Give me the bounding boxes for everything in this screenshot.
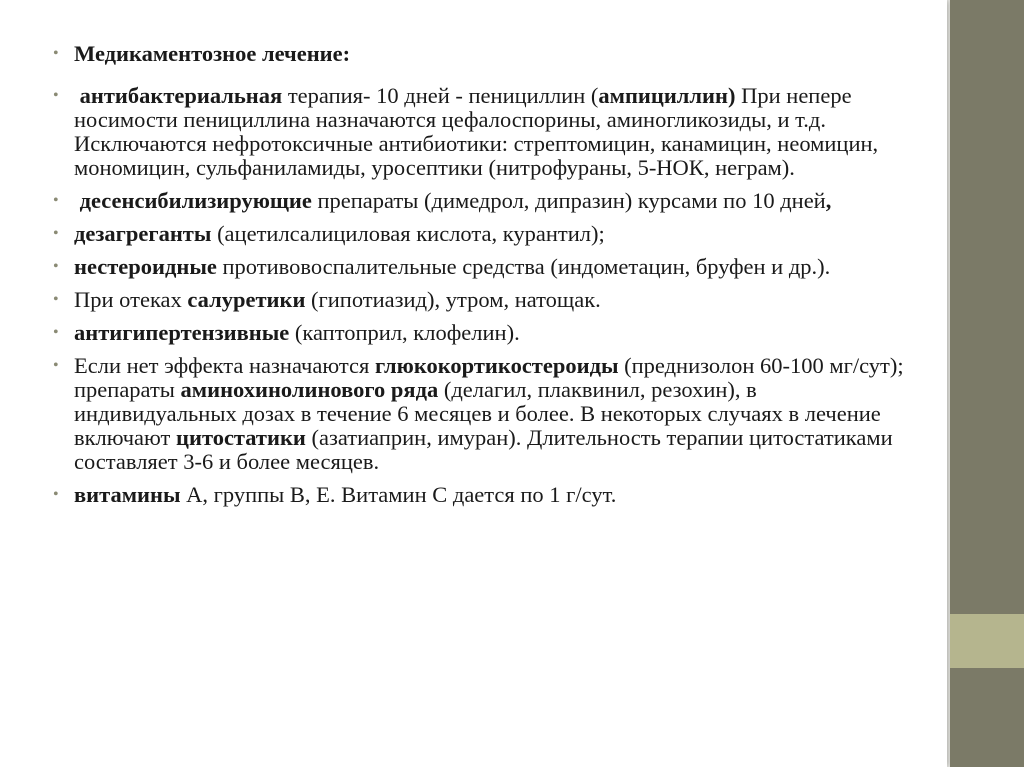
bold-term: нестероидные: [74, 254, 217, 279]
bold-term: антибактериальная: [79, 83, 283, 108]
item-text: [74, 482, 616, 507]
bullet-icon: •: [53, 87, 59, 104]
item-text: [74, 221, 605, 246]
treatment-list: [50, 42, 925, 507]
bullet-icon: •: [53, 45, 59, 62]
bold-term: десенсибилизирующие: [79, 188, 312, 213]
list-item-heading: [50, 42, 925, 66]
plain-text: (азатиаприн, имуран). Длительность терапии цитостатиками составляет 3-6 и более месяцев.: [74, 425, 893, 474]
bold-term: глюкокортикостероиды: [374, 353, 619, 378]
bold-term: ,: [825, 188, 832, 213]
item-text: [74, 83, 878, 180]
plain-text: А, группы В, Е. Витамин С дается по 1 г/сут.: [180, 482, 617, 507]
bold-term: цитостатики: [176, 425, 306, 450]
item-text: [74, 188, 831, 213]
plain-text: (ацетилсалициловая кислота, курантил);: [211, 221, 605, 246]
plain-text: терапия- 10 дней - пенициллин (: [282, 83, 599, 108]
bold-term: аминохинолинового ряда: [180, 377, 439, 402]
item-text: [74, 320, 520, 345]
item-text: [74, 353, 904, 474]
bold-term: дезагреганты: [74, 221, 212, 246]
bold-term: ампициллин): [598, 83, 736, 108]
slide-content: [50, 42, 925, 516]
bullet-icon: •: [53, 258, 59, 275]
bullet-icon: •: [53, 291, 59, 308]
bold-term: салуретики: [187, 287, 306, 312]
item-text: [74, 254, 830, 279]
plain-text: При непере носимости пенициллина назначаются цефалоспорины, аминогликозиды, и т.д. Исключаются нефротоксичные антибиотики: стрептомицин, канамицин, неомицин, мономицин, сульфаниламиды, уросептики (нитрофураны, 5-НОК, неграм).: [74, 83, 879, 180]
list-item-vitamins: [50, 483, 925, 507]
list-item-glucocorticoids: [50, 354, 925, 474]
item-text: [74, 287, 601, 312]
bullet-icon: •: [53, 486, 59, 503]
plain-text: При отеках: [74, 287, 188, 312]
heading-text: Медикаментозное лечение:: [74, 41, 351, 66]
list-item-antibacterial: [50, 84, 925, 180]
list-item-nsaid: [50, 255, 925, 279]
plain-text: Если нет эффекта назначаются: [74, 353, 375, 378]
plain-text: (каптоприл, клофелин).: [289, 320, 520, 345]
bullet-icon: •: [53, 192, 59, 209]
bold-term: антигипертензивные: [74, 320, 290, 345]
bullet-icon: •: [53, 324, 59, 341]
list-item-desensitizing: [50, 189, 925, 213]
plain-text: препараты (димедрол, дипразин) курсами по 10 дней: [311, 188, 826, 213]
plain-text: (делагил, плаквинил, резохин), в индивидуальных дозах в течение 6 месяцев и более. В некоторых случаях в лечение включают: [74, 377, 881, 450]
side-decor-accent: [950, 614, 1024, 668]
plain-text: (гипотиазид), утром, натощак.: [305, 287, 601, 312]
plain-text: (преднизолон 60-100 мг/сут); препараты: [74, 353, 904, 402]
list-item-disaggregants: [50, 222, 925, 246]
bold-term: витамины: [74, 482, 181, 507]
bullet-icon: •: [53, 225, 59, 242]
plain-text: противовоспалительные средства (индометацин, бруфен и др.).: [216, 254, 831, 279]
bullet-icon: •: [53, 357, 59, 374]
list-item-saluretics: [50, 288, 925, 312]
list-item-antihypertensive: [50, 321, 925, 345]
